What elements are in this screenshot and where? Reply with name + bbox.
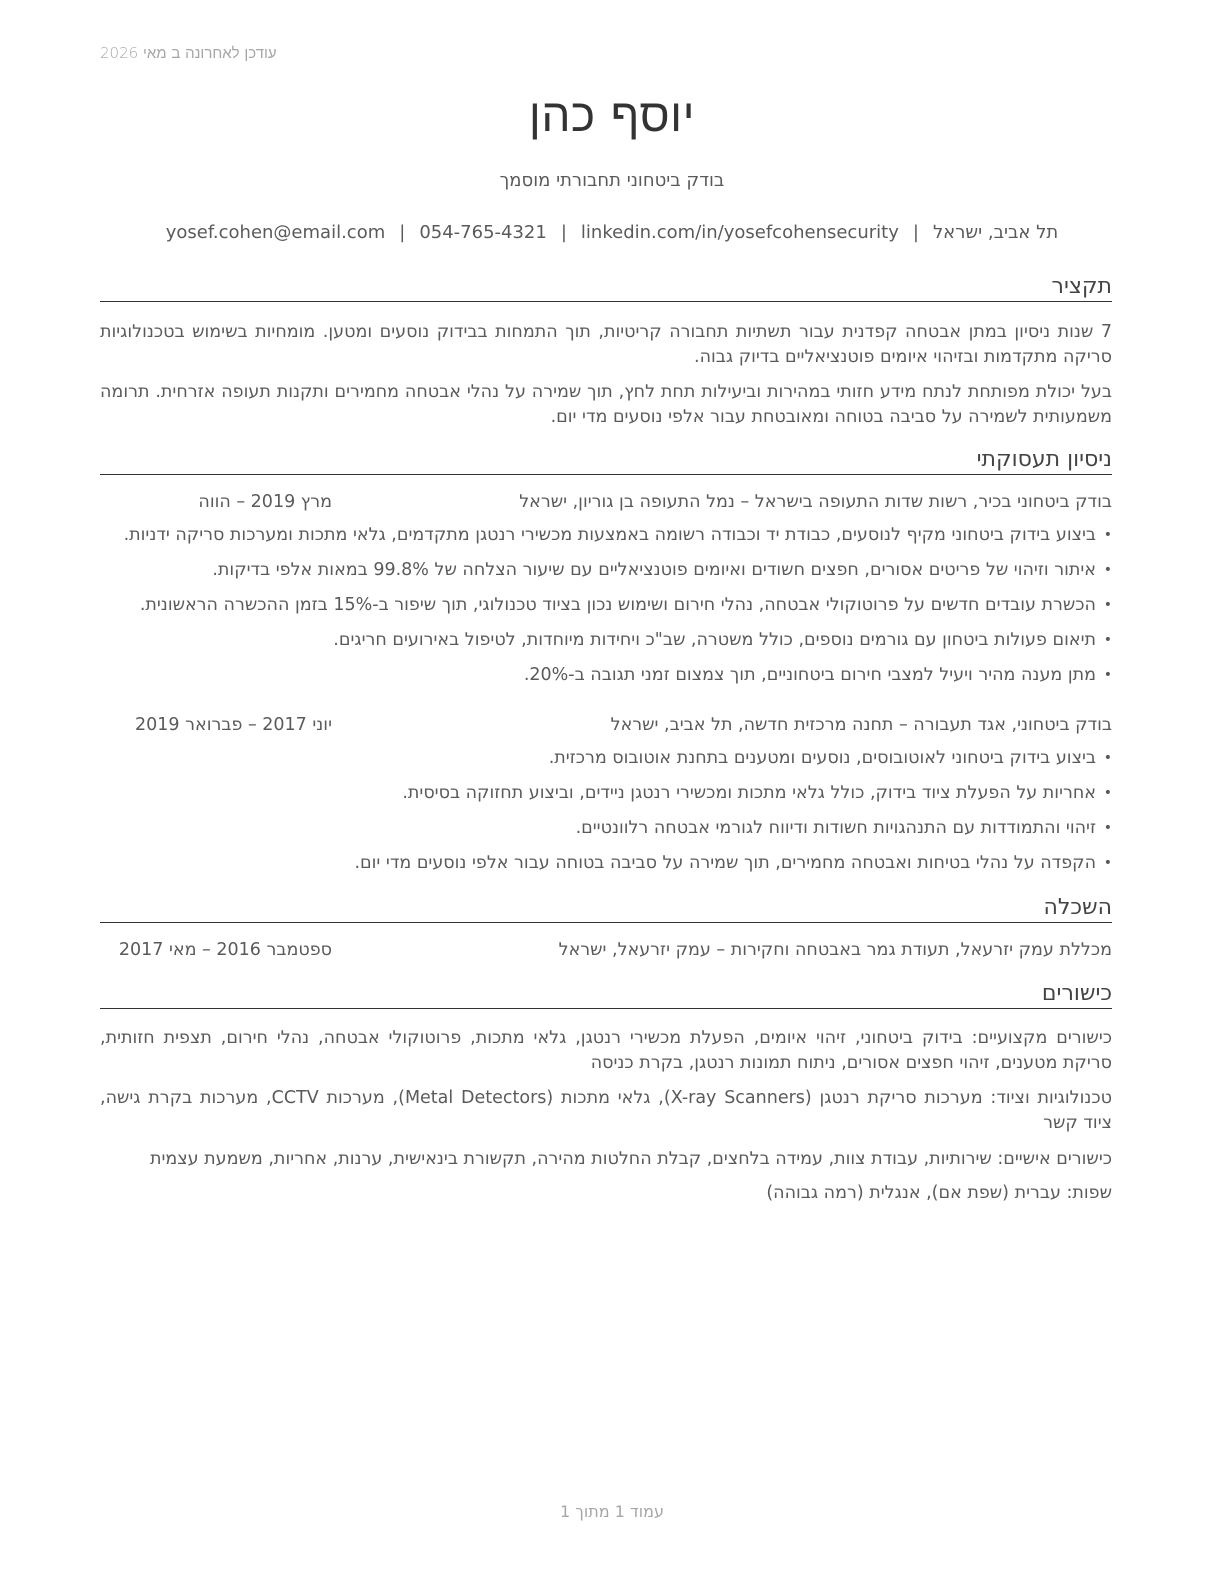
contact-separator: | [560, 222, 567, 243]
last-updated-note: עודכן לאחרונה ב מאי 2026 [100, 44, 277, 62]
summary-paragraph: 7 שנות ניסיון במתן אבטחה קפדנית עבור תשתיות תחבורה קריטיות, תוך התמחות בבידוק נוסעים ומטען. מומחיות בשימוש בטכנולוגיות סריקה מתקדמות ובזיהוי איומים פוטנציאליים בדיוק גבוה. [100, 322, 1112, 367]
education-entry: מכללת עמק יזרעאל, תעודת גמר באבטחה וחקירות – עמק יזרעאל, ישראל [558, 940, 1112, 960]
list-item: • ביצוע בידוק ביטחוני מקיף לנוסעים, כבודת יד וכבודה רשומה באמצעות מכשירי רנטגן מתקדמים, גלאי מתכות ומערכות סריקה ידניות. [96, 523, 1112, 558]
list-item: • מתן מענה מהיר ויעיל למצבי חירום ביטחוניים, תוך צמצום זמני תגובה ב-20%. [96, 663, 1112, 698]
job-role: בודק ביטחוני, אגד תעבורה – תחנה מרכזית חדשה, תל אביב, ישראל [610, 715, 1112, 735]
summary-heading: תקציר [100, 275, 1112, 302]
education-dates: ספטמבר 2016 – מאי 2017 [118, 940, 332, 960]
skills-heading: כישורים [100, 982, 1112, 1009]
skills-languages: שפות: עברית (שפת אם), אנגלית (רמה גבוהה) [766, 1183, 1112, 1203]
contact-location: תל אביב, ישראל [932, 222, 1059, 243]
page-number: עמוד 1 מתוך 1 [560, 1502, 664, 1521]
list-item: • אחריות על הפעלת ציוד בידוק, כולל גלאי מתכות ומכשירי רנטגן ניידים, וביצוע תחזוקה בסיסית. [96, 781, 1112, 816]
skills-technologies: טכנולוגיות וציוד: מערכות סריקת רנטגן (X-ray Scanners), גלאי מתכות (Metal Detectors), מערכות CCTV, מערכות בקרת גישה, ציוד קשר [100, 1088, 1112, 1133]
skills-personal: כישורים אישיים: שירותיות, עבודת צוות, עמידה בלחצים, קבלת החלטות מהירה, תקשורת בינאישית, ערנות, אחריות, משמעת עצמית [149, 1149, 1112, 1169]
contact-separator: | [912, 222, 919, 243]
job-bullets [96, 523, 1112, 698]
job-role: בודק ביטחוני בכיר, רשות שדות התעופה בישראל – נמל התעופה בן גוריון, ישראל [519, 492, 1112, 512]
candidate-title: בודק ביטחוני תחבורתי מוסמך [499, 170, 725, 191]
skills-professional: כישורים מקצועיים: בידוק ביטחוני, זיהוי איומים, הפעלת מכשירי רנטגן, גלאי מתכות, פרוטוקולי אבטחה, נהלי חירום, תצפית חזותית, סריקת מטענים, זיהוי חפצים אסורים, ניתוח תמונות רנטגן, בקרת כניסה [100, 1028, 1112, 1073]
list-item: • הקפדה על נהלי בטיחות ואבטחה מחמירים, תוך שמירה על סביבה בטוחה עבור אלפי נוסעים מדי יום. [96, 851, 1112, 886]
contact-line [0, 222, 1224, 243]
list-item: • תיאום פעולות ביטחון עם גורמים נוספים, כולל משטרה, שב"כ ויחידות מיוחדות, לטיפול באירועים חריגים. [96, 628, 1112, 663]
contact-separator: | [399, 222, 406, 243]
summary-paragraph: בעל יכולת מפותחת לנתח מידע חזותי במהירות וביעילות תחת לחץ, תוך שמירה על נהלי אבטחה מחמירים ותקנות תעופה אזרחית. תרומה משמעותית לשמירה על סביבה בטוחה ומאובטחת עבור אלפי נוסעים מדי יום. [100, 382, 1112, 427]
contact-phone[interactable]: 054-765-4321 [419, 222, 547, 243]
contact-email[interactable]: yosef.cohen@email.com [165, 222, 386, 243]
contact-linkedin[interactable]: linkedin.com/in/yosefcohensecurity [580, 222, 899, 243]
job-dates: מרץ 2019 – הווה [198, 492, 332, 512]
list-item: • איתור וזיהוי של פריטים אסורים, חפצים חשודים ואיומים פוטנציאליים עם שיעור הצלחה של 99.8% במאות אלפי בדיקות. [96, 558, 1112, 593]
experience-heading: ניסיון תעסוקתי [100, 448, 1112, 475]
list-item: • זיהוי והתמודדות עם התנהגויות חשודות ודיווח לגורמי אבטחה רלוונטיים. [96, 816, 1112, 851]
job-dates: יוני 2017 – פברואר 2019 [135, 715, 332, 735]
list-item: • ביצוע בידוק ביטחוני לאוטובוסים, נוסעים ומטענים בתחנת אוטובוס מרכזית. [96, 746, 1112, 781]
job-bullets [96, 746, 1112, 886]
list-item: • הכשרת עובדים חדשים על פרוטוקולי אבטחה, נהלי חירום ושימוש נכון בציוד טכנולוגי, תוך שיפור ב-15% בזמן ההכשרה הראשונית. [96, 593, 1112, 628]
candidate-name: יוסף כהן [528, 88, 696, 142]
education-heading: השכלה [100, 896, 1112, 923]
